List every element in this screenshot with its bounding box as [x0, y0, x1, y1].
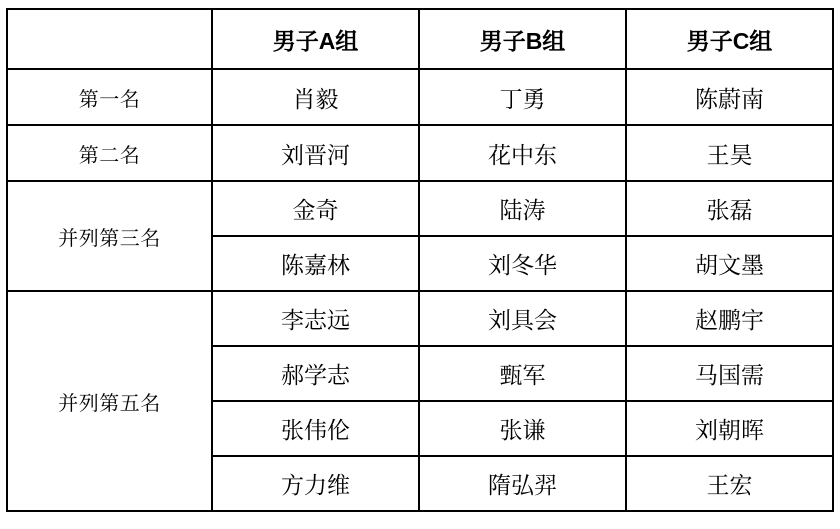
rank-label: 第二名: [7, 125, 212, 181]
table-row: [7, 69, 833, 125]
athlete-name: 赵鹏宇: [626, 291, 833, 346]
athlete-name: 郝学志: [212, 346, 419, 401]
table-corner-cell: [7, 9, 212, 69]
athlete-name: 肖毅: [212, 69, 419, 125]
athlete-name: 王昊: [626, 125, 833, 181]
results-table: [6, 8, 834, 512]
athlete-name: 刘朝晖: [626, 401, 833, 456]
rank-label: 并列第三名: [7, 181, 212, 291]
athlete-name: 陆涛: [419, 181, 626, 236]
table-row: [7, 291, 833, 346]
athlete-name: 甄军: [419, 346, 626, 401]
athlete-name: 隋弘羿: [419, 456, 626, 511]
athlete-name: 张谦: [419, 401, 626, 456]
column-header-group-b: 男子B组: [419, 9, 626, 69]
athlete-name: 刘晋河: [212, 125, 419, 181]
athlete-name: 金奇: [212, 181, 419, 236]
athlete-name: 方力维: [212, 456, 419, 511]
athlete-name: 丁勇: [419, 69, 626, 125]
athlete-name: 马国需: [626, 346, 833, 401]
column-header-group-a: 男子A组: [212, 9, 419, 69]
rank-label: 第一名: [7, 69, 212, 125]
athlete-name: 张伟伦: [212, 401, 419, 456]
athlete-name: 陈蔚南: [626, 69, 833, 125]
table-row: [7, 181, 833, 236]
athlete-name: 刘冬华: [419, 236, 626, 291]
athlete-name: 王宏: [626, 456, 833, 511]
table-header-row: [7, 9, 833, 69]
athlete-name: 刘具会: [419, 291, 626, 346]
rank-label: 并列第五名: [7, 291, 212, 511]
athlete-name: 陈嘉林: [212, 236, 419, 291]
column-header-group-c: 男子C组: [626, 9, 833, 69]
athlete-name: 李志远: [212, 291, 419, 346]
athlete-name: 花中东: [419, 125, 626, 181]
athlete-name: 张磊: [626, 181, 833, 236]
table-row: [7, 125, 833, 181]
athlete-name: 胡文墨: [626, 236, 833, 291]
